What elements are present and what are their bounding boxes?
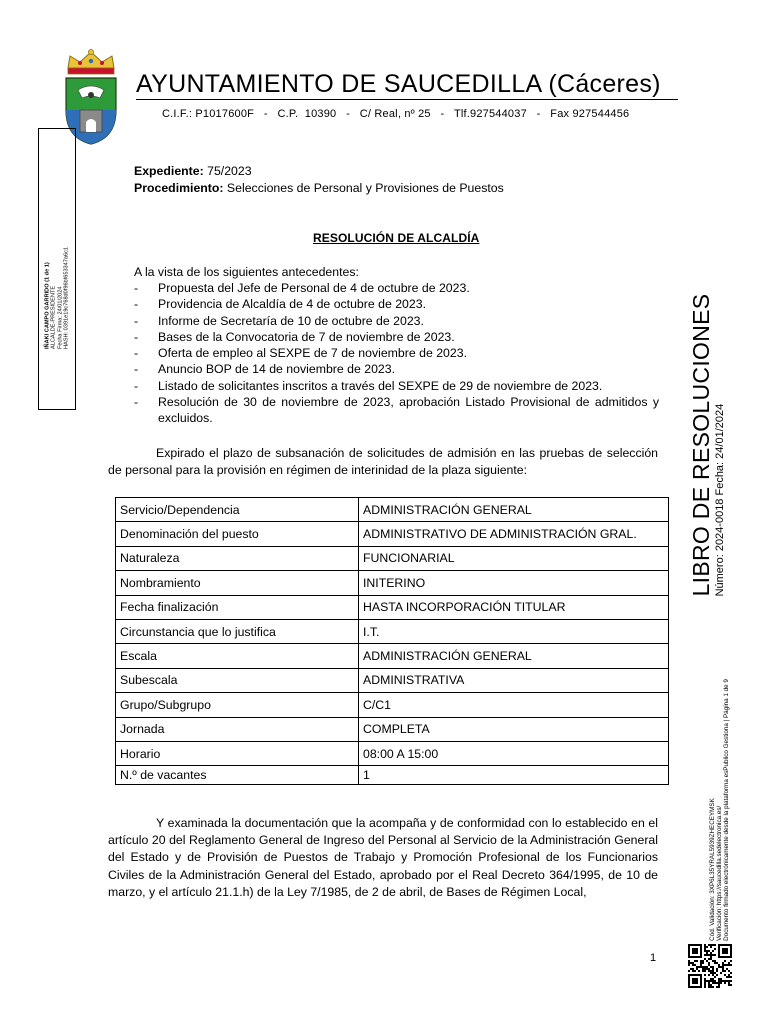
list-item: - Oferta de empleo al SEXPE de 7 de noviembre de 2023. — [134, 346, 467, 361]
signature-hash: HASH: 0391e19c768d0f96bf653347a6c1 — [63, 246, 70, 349]
contact-info: C.I.F.: P1017600F - C.P. 10390 - C/ Real, nº 25 - Tlf.927544037 - Fax 927544456 — [162, 108, 630, 120]
registry-number-date: Número: 2024-0018 Fecha: 24/01/2024 — [714, 403, 726, 597]
list-item: - Listado de solicitantes inscritos a través del SEXPE de 29 de noviembre de 2023. — [134, 378, 603, 393]
table-row: N.º de vacantes 1 — [116, 766, 669, 785]
qr-code — [688, 944, 732, 988]
table-row: Servicio/Dependencia ADMINISTRACIÓN GENERAL — [116, 498, 669, 522]
expediente-value: 75/2023 — [203, 164, 252, 178]
paragraph-legal-basis: Y examinada la documentación que la acompaña y de conformidad con lo establecido en el artículo 20 del Reglamento General de Ingreso del Personal al Servicio de la Administración General del Estado y de Provisión de Puestos de Trabajo y Promoción Profesional de los Funcionarios Civiles de la Administración General del Estado, aprobado por el Real Decreto 364/1995, de 10 de marzo, y el artículo 21.1.h) de la Ley 7/1985, de 2 de abril, de Bases de Régimen Local, — [108, 816, 658, 899]
expediente-line — [134, 164, 252, 178]
signature-date: Fecha Firma: 24/01/2024 — [57, 286, 63, 349]
antecedentes-intro: A la vista de los siguientes antecedentes: — [134, 265, 359, 279]
signer-name: IÑAKI CAMPO GARRIDO (1 de 1) — [44, 262, 51, 349]
title-underline — [136, 99, 678, 100]
table-row: Nombramiento INITERINO — [116, 571, 669, 595]
paragraph-plazo: Expirado el plazo de subsanación de solicitudes de admisión en las pruebas de selección de personal para la provisión en régimen de interinidad de la plaza siguiente: — [108, 446, 658, 477]
table-row: Horario 08:00 A 15:00 — [116, 741, 669, 765]
registry-title: LIBRO DE RESOLUCIONES — [688, 293, 714, 597]
table-row: Escala ADMINISTRACIÓN GENERAL — [116, 644, 669, 668]
list-item: - Informe de Secretaría de 10 de octubre de 2023. — [134, 313, 424, 328]
resolution-heading: RESOLUCIÓN DE ALCALDÍA — [313, 231, 480, 245]
procedimiento-value: Selecciones de Personal y Provisiones de Puestos — [223, 181, 504, 195]
antecedentes-list — [134, 280, 659, 427]
procedimiento-label: Procedimiento: — [134, 181, 224, 195]
list-item: - Propuesta del Jefe de Personal de 4 de octubre de 2023. — [134, 281, 470, 295]
table-row: Naturaleza FUNCIONARIAL — [116, 546, 669, 570]
page-number: 1 — [650, 952, 657, 964]
procedimiento-line — [134, 181, 504, 195]
list-item: - Providencia de Alcaldía de 4 de octubre de 2023. — [134, 297, 426, 312]
table-row: Fecha finalización HASTA INCORPORACIÓN TITULAR — [116, 595, 669, 619]
validation-code: Cód. Validación: 3XP6L35YRAL5939ZHECEYMSK — [709, 798, 717, 941]
table-row: Subescala ADMINISTRATIVA — [116, 668, 669, 692]
expediente-label: Expediente: — [134, 164, 204, 178]
signer-role: ALCALDE-PRESIDENTE — [50, 285, 57, 349]
position-table — [115, 497, 669, 785]
verification-url[interactable]: Verificación: https://saucedilla.sedelectronica.es/ — [716, 805, 724, 941]
list-item: - Anuncio BOP de 14 de noviembre de 2023. — [134, 362, 395, 377]
table-row: Circunstancia que lo justifica I.T. — [116, 619, 669, 643]
list-item: - Resolución de 30 de noviembre de 2023, aprobación Listado Provisional de admitidos y excluidos. — [134, 395, 659, 426]
table-row: Jornada COMPLETA — [116, 717, 669, 741]
signature-platform-note: Documento firmado electrónicamente desde la plataforma esPublico Gestiona | Página 1 de 9 — [723, 679, 731, 941]
table-row: Denominación del puesto ADMINISTRATIVO DE ADMINISTRACIÓN GRAL. — [116, 522, 669, 546]
table-row: Grupo/Subgrupo C/C1 — [116, 693, 669, 717]
list-item: - Bases de la Convocatoria de 7 de noviembre de 2023. — [134, 329, 455, 344]
page-title: AYUNTAMIENTO DE SAUCEDILLA (Cáceres) — [136, 70, 661, 98]
